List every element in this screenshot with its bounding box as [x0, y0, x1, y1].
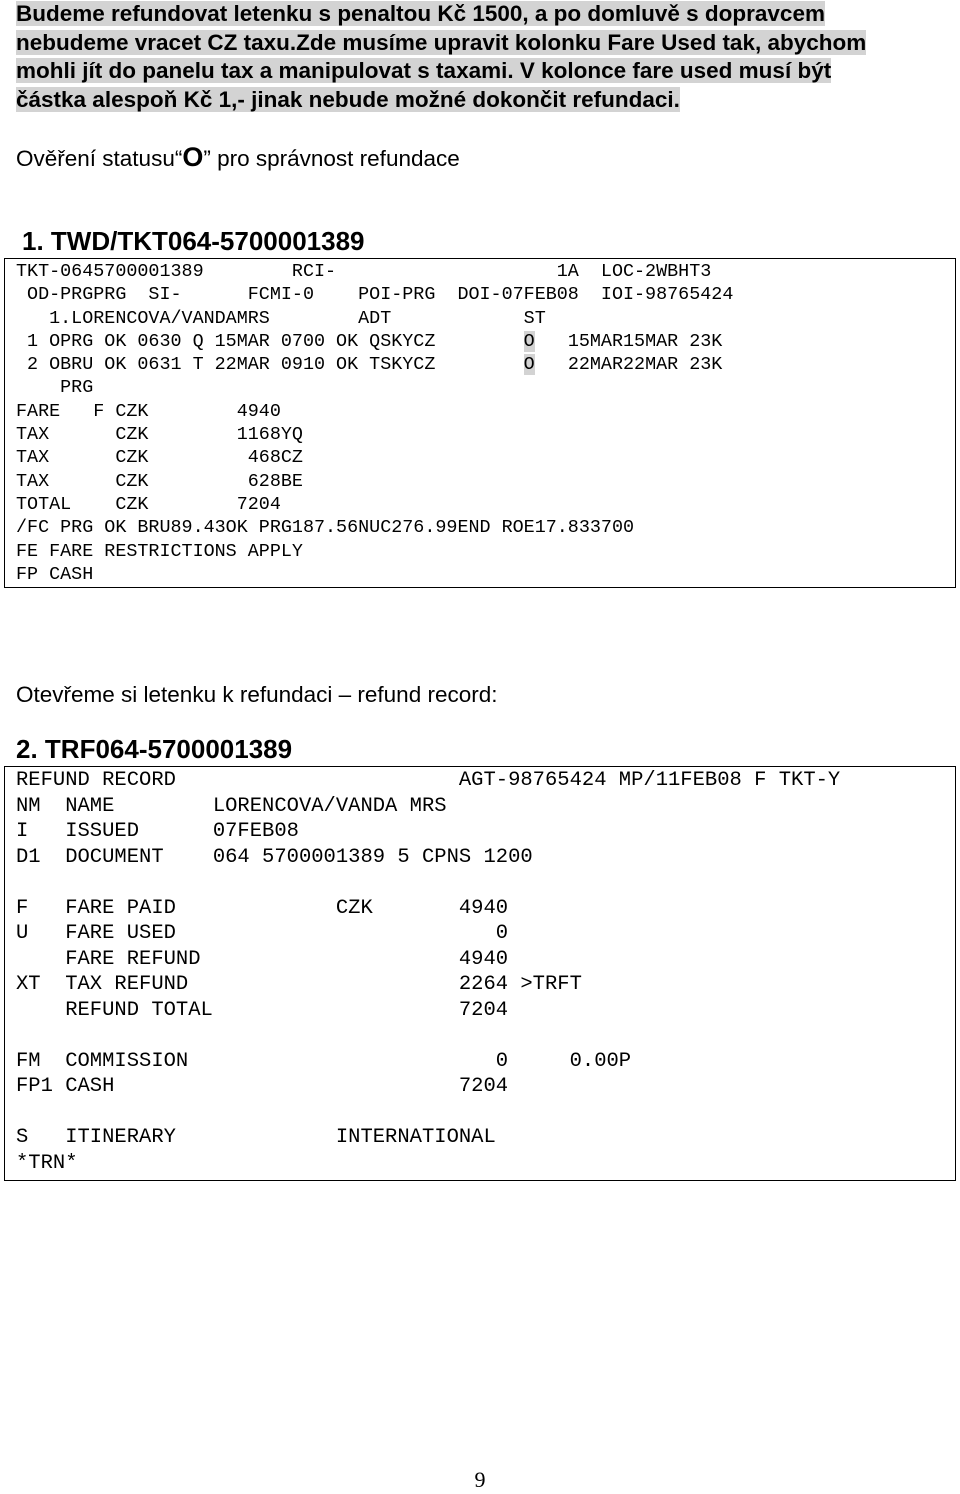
ticket-line: TAX CZK 628BE: [16, 470, 303, 492]
refund-line: U FARE USED 0: [16, 922, 509, 945]
refund-record-display: [16, 768, 840, 1176]
status-open-quote: “: [174, 146, 183, 171]
status-close-quote: ”: [203, 146, 211, 171]
segment-row: [16, 353, 733, 376]
refund-line: REFUND TOTAL 7204: [16, 998, 509, 1022]
ticket-line: TAX CZK 1168YQ: [16, 424, 303, 446]
status-prefix: Ověření statusu: [16, 146, 175, 171]
ticket-display: [16, 260, 733, 586]
refund-line: NM NAME LORENCOVA/VANDA MRS: [16, 794, 447, 818]
ticket-line: FP CASH: [16, 563, 94, 585]
refund-line: I ISSUED 07FEB08: [16, 820, 299, 843]
refund-line: FARE REFUND 4940: [16, 947, 509, 971]
segment-row: [16, 330, 733, 353]
refund-line: XT TAX REFUND 2264 >TRFT: [16, 973, 582, 996]
coupon-status: O: [523, 354, 535, 376]
refund-line: [16, 870, 840, 896]
status-check-line: [16, 142, 460, 174]
segment-text: 22MAR22MAR 23K: [534, 354, 723, 376]
coupon-status: O: [523, 330, 535, 352]
ticket-line: FE FARE RESTRICTIONS APPLY: [16, 540, 303, 562]
ticket-line: TOTAL CZK 7204: [16, 493, 281, 515]
refund-line: FM COMMISSION 0 0.00P: [16, 1049, 632, 1073]
ticket-line: 1.LORENCOVA/VANDAMRS ADT ST: [16, 307, 546, 329]
refund-line: FP1 CASH 7204: [16, 1075, 509, 1098]
section2-heading: 2. TRF064-5700001389: [16, 734, 293, 764]
refund-record-subtitle: Otevřeme si letenku k refundaci – refund record:: [16, 682, 498, 707]
section1-heading: 1. TWD/TKT064-5700001389: [22, 226, 365, 256]
refund-line: [16, 1100, 840, 1126]
ticket-line: TKT-0645700001389 RCI- 1A LOC-2WBHT3: [16, 261, 712, 282]
intro-line-1: Budeme refundovat letenku s penaltou Kč 1500, a po domluvě s dopravcem: [16, 1, 825, 26]
ticket-line: PRG: [16, 377, 94, 399]
refund-line: REFUND RECORD AGT-98765424 MP/11FEB08 F TKT-Y: [16, 769, 841, 792]
intro-line-3: mohli jít do panelu tax a manipulovat s taxami. V kolonce fare used musí být: [16, 58, 832, 83]
refund-line: D1 DOCUMENT 064 5700001389 5 CPNS 1200: [16, 845, 533, 869]
intro-line-4: částka alespoň Kč 1,- jinak nebude možné dokončit refundaci.: [16, 86, 680, 112]
segment-text: 1 OPRG OK 0630 Q 15MAR 0700 OK QSKYCZ: [16, 330, 524, 352]
refund-line: *TRN*: [16, 1151, 78, 1175]
refund-line: [16, 1023, 840, 1049]
refund-line: F FARE PAID CZK 4940: [16, 896, 509, 920]
ticket-line: OD-PRGPRG SI- FCMI-0 POI-PRG DOI-07FEB08 IOI-98765424: [16, 284, 734, 306]
status-code: O: [182, 142, 204, 172]
refund-line: S ITINERARY INTERNATIONAL: [16, 1126, 496, 1149]
ticket-line: FARE F CZK 4940: [16, 400, 281, 422]
segment-text: 2 OBRU OK 0631 T 22MAR 0910 OK TSKYCZ: [16, 354, 524, 376]
segment-text: 15MAR15MAR 23K: [534, 330, 723, 352]
ticket-line: /FC PRG OK BRU89.43OK PRG187.56NUC276.99END ROE17.833700: [16, 517, 635, 539]
page-number: 9: [474, 1467, 486, 1492]
ticket-line: TAX CZK 468CZ: [16, 447, 303, 469]
intro-line-2: nebudeme vracet CZ taxu.Zde musíme upravit kolonku Fare Used tak, abychom: [16, 29, 867, 55]
intro-paragraph: [16, 0, 948, 114]
status-suffix: pro správnost refundace: [210, 146, 460, 171]
